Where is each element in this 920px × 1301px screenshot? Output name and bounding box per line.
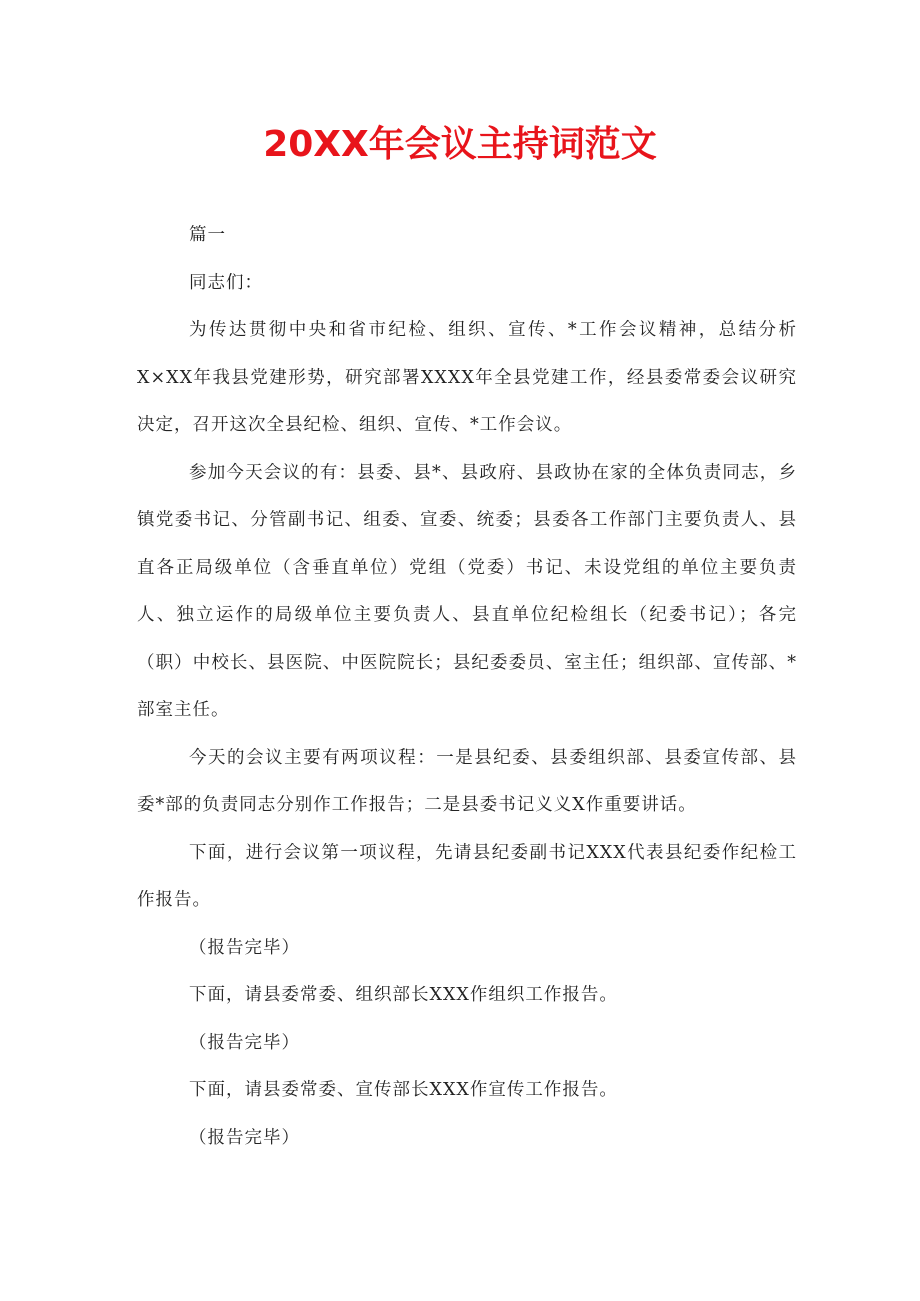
report-finished-note: （报告完毕） (189, 937, 300, 958)
paragraph-organization-report: 下面，请县委常委、组织部长XXX作组织工作报告。 (189, 985, 618, 1005)
section-heading: 篇一 (189, 225, 226, 245)
report-finished-note: （报告完毕） (189, 1127, 300, 1148)
paragraph-agenda: 今天的会议主要有两项议程：一是县纪委、县委组织部、县委宣传部、县委*部的负责同志分别作工作报告；二是县委书记义义X作重要讲话。 (137, 747, 797, 815)
paragraph-attendees: 参加今天会议的有：县委、县*、县政府、县政协在家的全体负责同志，乡镇党委书记、分管副书记、组委、宣委、统委；县委各工作部门主要负责人、县直各正局级单位（含垂直单位）党组（党委）书记、未设党组的单位主要负责人、独立运作的局级单位主要负责人、县直单位纪检组长（纪委书记）；各完（职）中校长、县医院、中医院院长；县纪委委员、室主任；组织部、宣传部、*部室主任。 (137, 462, 797, 720)
document-title: 20XX年会议主持词范文 (263, 124, 657, 165)
salutation: 同志们： (189, 272, 263, 293)
report-finished-note: （报告完毕） (189, 1032, 300, 1053)
document-body (137, 212, 797, 1162)
paragraph-purpose: 为传达贯彻中央和省市纪检、组织、宣传、*工作会议精神，总结分析X×XX年我县党建形势，研究部署XXXX年全县党建工作，经县委常委会议研究决定，召开这次全县纪检、组织、宣传、*工作会议。 (137, 320, 797, 435)
paragraph-first-report: 下面，进行会议第一项议程，先请县纪委副书记XXX代表县纪委作纪检工作报告。 (137, 842, 797, 910)
paragraph-publicity-report: 下面，请县委常委、宣传部长XXX作宣传工作报告。 (189, 1080, 618, 1100)
